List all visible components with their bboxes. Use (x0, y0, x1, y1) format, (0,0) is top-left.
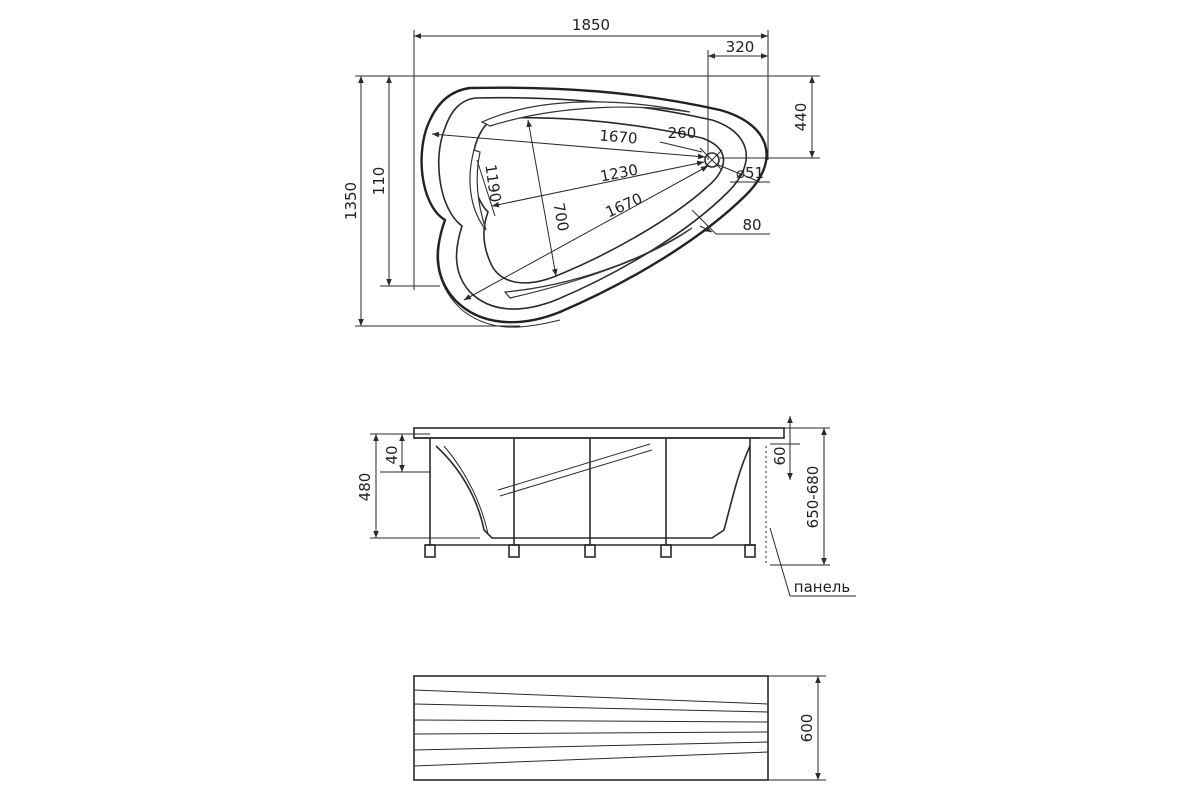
width-dimension-label: 1850 (571, 16, 611, 34)
frame-brace-b (500, 450, 652, 496)
inner-width-label: 1190 (481, 163, 505, 204)
frame-foot-3 (585, 545, 595, 557)
panel-height-dimension-label: 600 (798, 713, 816, 743)
frame-foot-4 (661, 545, 671, 557)
side-tub-body (436, 446, 750, 538)
frame-foot-1 (425, 545, 435, 557)
frame-brace-a (498, 444, 650, 490)
panel-label: панель (793, 578, 851, 596)
panel-view (414, 676, 826, 780)
tub-inner-rim (439, 98, 747, 309)
panel-stripe-3 (414, 720, 768, 722)
side-rim-dimension-label: 40 (383, 445, 401, 465)
rim-width-label: 80 (742, 216, 762, 234)
right-height-dimension-label: 440 (792, 102, 810, 132)
panel-stripe-5 (414, 742, 768, 750)
frame-foot-5 (745, 545, 755, 557)
panel-stripe-6 (414, 752, 768, 766)
side-total-height-dimension-label: 650-680 (804, 465, 822, 529)
left-side-dimension-label: 110 (370, 166, 388, 196)
frame-foot-2 (509, 545, 519, 557)
tub-groove-top (482, 102, 690, 126)
side-rim-slab (414, 428, 784, 438)
panel-leader (770, 528, 790, 596)
side-view (356, 416, 856, 596)
tub-groove-bottom (505, 228, 692, 298)
panel-stripe-4 (414, 732, 768, 734)
side-height-dimension-label: 480 (356, 472, 374, 502)
drain-diameter-label: ⌀51 (735, 164, 765, 182)
panel-stripe-1 (414, 690, 768, 704)
inner-length-label: 1230 (598, 160, 640, 186)
offset-dimension-label: 320 (725, 38, 755, 56)
drain-offset-label: 260 (667, 124, 697, 142)
diagonal-lower-label: 1670 (602, 189, 646, 222)
inner-depth-label: 700 (549, 201, 573, 233)
panel-stripe-2 (414, 704, 768, 712)
diagonal-upper-label: 1670 (598, 126, 639, 148)
top-view (342, 16, 820, 327)
side-right-rim-dimension-label: 60 (771, 446, 789, 466)
drain-offset-leader (660, 142, 702, 152)
overall-height-dimension-label: 1350 (342, 181, 360, 221)
